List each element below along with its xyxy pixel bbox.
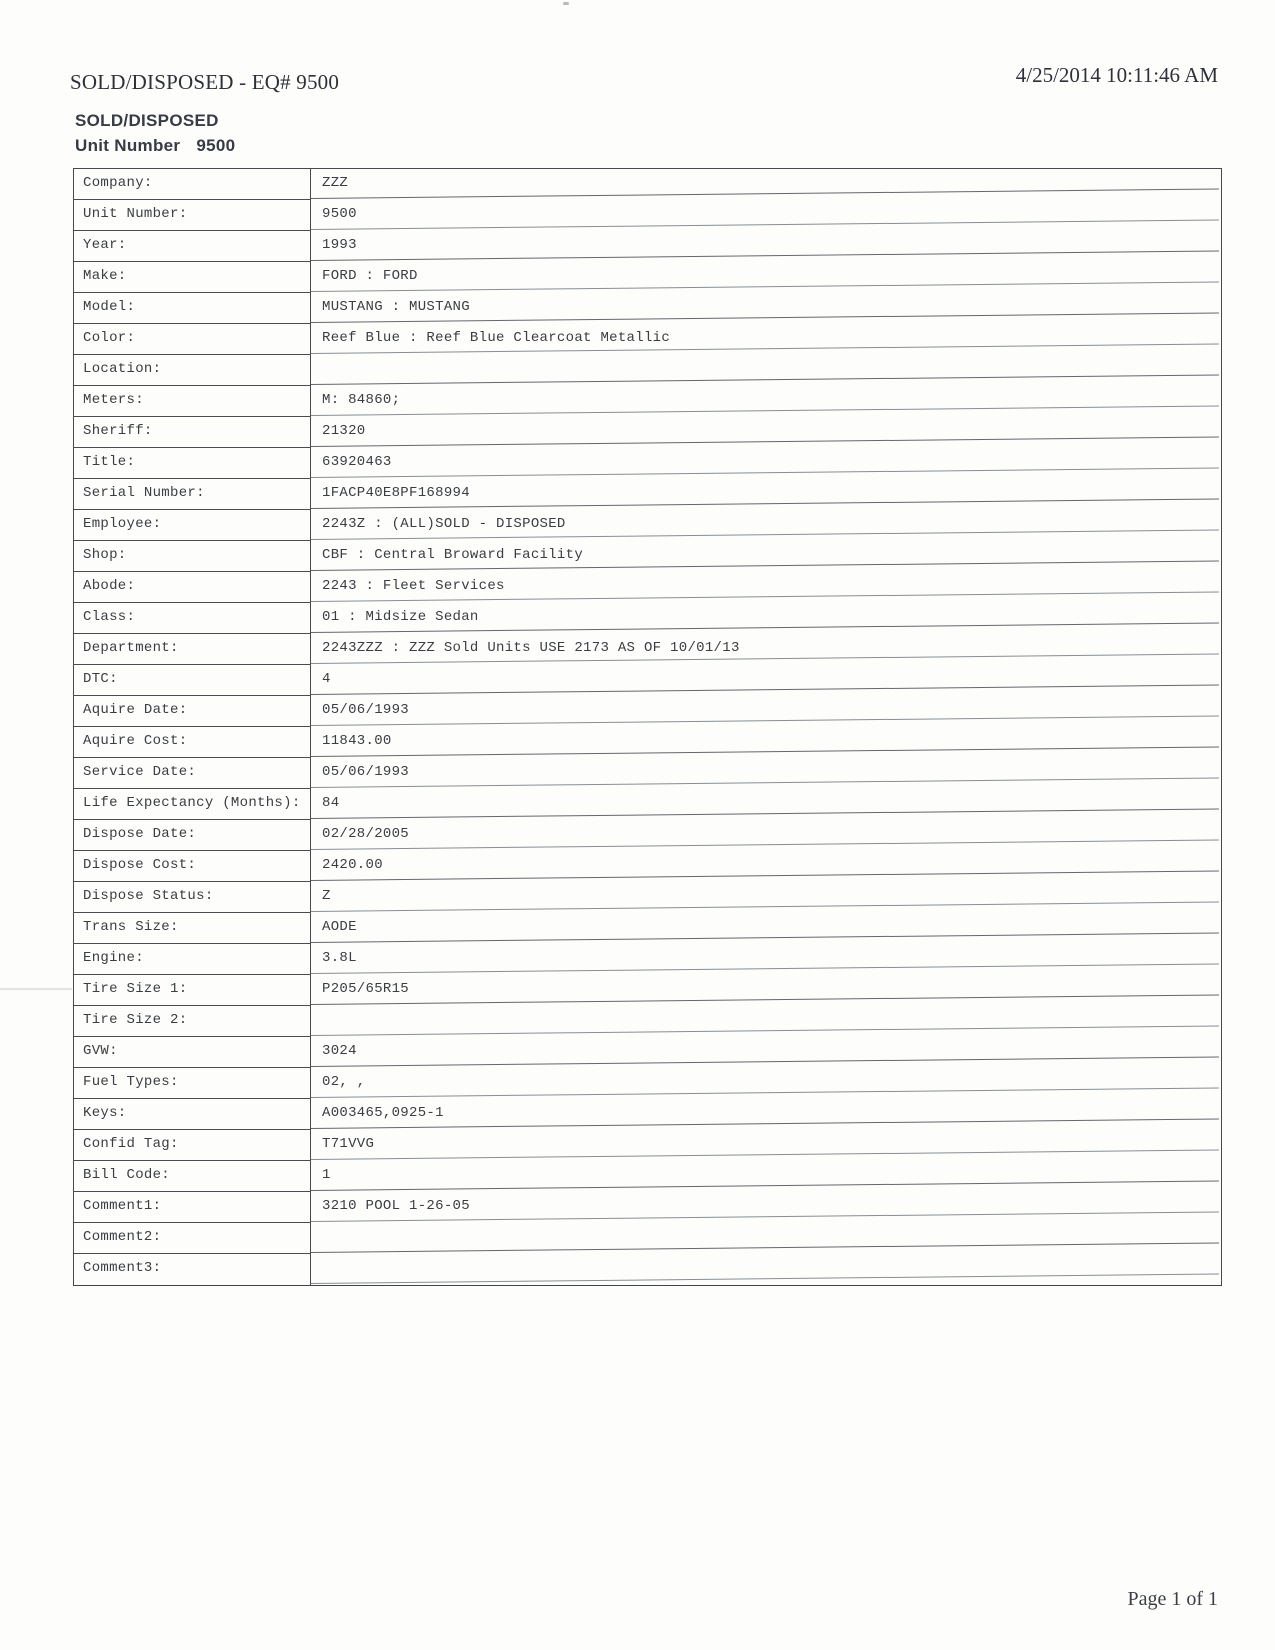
table-row: [74, 169, 1221, 200]
scan-artifact-line: [311, 1087, 1219, 1098]
field-label: Serial Number:: [74, 479, 311, 510]
scan-artifact-line: [311, 436, 1219, 447]
field-label: Location:: [74, 355, 311, 386]
scan-artifact-line: [311, 1211, 1219, 1222]
table-row: [74, 1161, 1221, 1192]
details-table: [73, 168, 1222, 1286]
field-label: Shop:: [74, 541, 311, 572]
field-label: Trans Size:: [74, 913, 311, 944]
field-label: Comment2:: [74, 1223, 311, 1254]
scan-artifact-line: [311, 994, 1219, 1005]
table-row: [74, 572, 1221, 603]
field-value: P205/65R15: [311, 975, 1221, 1006]
scan-artifact-line: [311, 1025, 1219, 1036]
scan-artifact-line: [311, 746, 1219, 757]
field-label: Meters:: [74, 386, 311, 417]
field-value: 2243 : Fleet Services: [311, 572, 1221, 603]
scan-artifact-line: [311, 1149, 1219, 1160]
table-row: [74, 1223, 1221, 1254]
field-value: 1: [311, 1161, 1221, 1192]
table-row: [74, 1006, 1221, 1037]
scan-speck: [563, 2, 569, 5]
table-row: [74, 448, 1221, 479]
table-row: [74, 975, 1221, 1006]
field-label: Bill Code:: [74, 1161, 311, 1192]
table-row: [74, 665, 1221, 696]
scan-artifact-line: [311, 312, 1219, 323]
table-row: [74, 913, 1221, 944]
field-value: 84: [311, 789, 1221, 820]
field-value: 4: [311, 665, 1221, 696]
field-value: 02/28/2005: [311, 820, 1221, 851]
field-label: Keys:: [74, 1099, 311, 1130]
field-label: Life Expectancy (Months):: [74, 789, 311, 820]
field-value: 1993: [311, 231, 1221, 262]
scan-artifact-line: [311, 870, 1219, 881]
scan-artifact-line: [311, 467, 1219, 478]
field-value: 9500: [311, 200, 1221, 231]
field-label: Service Date:: [74, 758, 311, 789]
scan-artifact-line: [311, 560, 1219, 571]
field-value: 3.8L: [311, 944, 1221, 975]
scan-artifact-line: [311, 808, 1219, 819]
field-label: GVW:: [74, 1037, 311, 1068]
table-row: [74, 1192, 1221, 1223]
field-label: Comment3:: [74, 1254, 311, 1285]
field-value: 05/06/1993: [311, 758, 1221, 789]
table-row: [74, 820, 1221, 851]
field-value: CBF : Central Broward Facility: [311, 541, 1221, 572]
table-row: [74, 417, 1221, 448]
scan-artifact-line: [311, 653, 1219, 664]
field-label: Employee:: [74, 510, 311, 541]
section-title: SOLD/DISPOSED: [75, 111, 219, 130]
scan-artifact-line: [311, 901, 1219, 912]
table-row: [74, 231, 1221, 262]
field-value: [311, 1254, 1221, 1285]
table-row: [74, 386, 1221, 417]
field-label: Aquire Date:: [74, 696, 311, 727]
table-row: [74, 262, 1221, 293]
scan-artifact-line: [311, 250, 1219, 261]
table-row: [74, 696, 1221, 727]
unit-number-heading: [75, 136, 235, 156]
field-label: Abode:: [74, 572, 311, 603]
scan-artifact-line: [311, 281, 1219, 292]
field-value: 2243ZZZ : ZZZ Sold Units USE 2173 AS OF 10/01/13: [311, 634, 1221, 665]
table-row: [74, 1130, 1221, 1161]
table-row: [74, 293, 1221, 324]
scan-artifact-line: [311, 1056, 1219, 1067]
field-label: DTC:: [74, 665, 311, 696]
field-label: Dispose Status:: [74, 882, 311, 913]
field-label: Color:: [74, 324, 311, 355]
table-row: [74, 603, 1221, 634]
table-row: [74, 727, 1221, 758]
scan-artifact-line: [311, 684, 1219, 695]
scan-artifact-line: [311, 963, 1219, 974]
table-row: [74, 944, 1221, 975]
scan-artifact-line: [311, 498, 1219, 509]
scan-artifact-line: [311, 932, 1219, 943]
field-value: ZZZ: [311, 169, 1221, 200]
field-label: Confid Tag:: [74, 1130, 311, 1161]
table-row: [74, 510, 1221, 541]
scan-artifact-line: [311, 591, 1219, 602]
unit-number-value: 9500: [196, 136, 236, 155]
field-value: 3210 POOL 1-26-05: [311, 1192, 1221, 1223]
field-value: Z: [311, 882, 1221, 913]
scan-artifact-line: [311, 1180, 1219, 1191]
field-label: Dispose Date:: [74, 820, 311, 851]
field-value: T71VVG: [311, 1130, 1221, 1161]
scan-artifact-line: [311, 1273, 1219, 1284]
scan-artifact-line: [311, 622, 1219, 633]
scan-artifact-line: [311, 1118, 1219, 1129]
field-value: A003465,0925-1: [311, 1099, 1221, 1130]
field-value: [311, 355, 1221, 386]
field-value: 2420.00: [311, 851, 1221, 882]
field-value: M: 84860;: [311, 386, 1221, 417]
report-title: SOLD/DISPOSED - EQ# 9500: [70, 70, 340, 94]
field-label: Dispose Cost:: [74, 851, 311, 882]
table-row: [74, 324, 1221, 355]
table-row: [74, 541, 1221, 572]
table-row: [74, 882, 1221, 913]
field-value: [311, 1006, 1221, 1037]
field-label: Comment1:: [74, 1192, 311, 1223]
field-label: Model:: [74, 293, 311, 324]
table-row: [74, 634, 1221, 665]
field-value: Reef Blue : Reef Blue Clearcoat Metallic: [311, 324, 1221, 355]
scan-artifact-line: [311, 219, 1219, 230]
scan-artifact-line: [311, 715, 1219, 726]
table-row: [74, 355, 1221, 386]
unit-number-label: Unit Number: [75, 136, 181, 155]
table-row: [74, 1099, 1221, 1130]
scan-artifact-line: [311, 529, 1219, 540]
field-label: Tire Size 1:: [74, 975, 311, 1006]
scan-artifact-line: [311, 343, 1219, 354]
field-value: FORD : FORD: [311, 262, 1221, 293]
table-row: [74, 789, 1221, 820]
field-value: 1FACP40E8PF168994: [311, 479, 1221, 510]
table-row: [74, 1068, 1221, 1099]
field-value: [311, 1223, 1221, 1254]
field-value: 21320: [311, 417, 1221, 448]
field-label: Title:: [74, 448, 311, 479]
field-label: Aquire Cost:: [74, 727, 311, 758]
field-value: MUSTANG : MUSTANG: [311, 293, 1221, 324]
scan-artifact-line: [311, 188, 1219, 199]
scan-artifact-line: [311, 839, 1219, 850]
field-label: Engine:: [74, 944, 311, 975]
field-value: 11843.00: [311, 727, 1221, 758]
field-value: 3024: [311, 1037, 1221, 1068]
table-row: [74, 758, 1221, 789]
table-row: [74, 200, 1221, 231]
table-row: [74, 851, 1221, 882]
page-indicator: Page 1 of 1: [1127, 1588, 1218, 1610]
field-label: Unit Number:: [74, 200, 311, 231]
field-label: Make:: [74, 262, 311, 293]
field-label: Tire Size 2:: [74, 1006, 311, 1037]
scan-artifact-line: [311, 777, 1219, 788]
field-label: Fuel Types:: [74, 1068, 311, 1099]
field-value: 2243Z : (ALL)SOLD - DISPOSED: [311, 510, 1221, 541]
field-label: Department:: [74, 634, 311, 665]
field-label: Class:: [74, 603, 311, 634]
field-label: Sheriff:: [74, 417, 311, 448]
print-timestamp: 4/25/2014 10:11:46 AM: [1015, 63, 1218, 87]
field-value: 01 : Midsize Sedan: [311, 603, 1221, 634]
scan-streak: [0, 988, 72, 990]
field-value: AODE: [311, 913, 1221, 944]
table-row: [74, 1254, 1221, 1285]
field-value: 63920463: [311, 448, 1221, 479]
scan-artifact-line: [311, 405, 1219, 416]
field-value: 05/06/1993: [311, 696, 1221, 727]
field-label: Year:: [74, 231, 311, 262]
field-value: 02, ,: [311, 1068, 1221, 1099]
table-row: [74, 1037, 1221, 1068]
table-row: [74, 479, 1221, 510]
field-label: Company:: [74, 169, 311, 200]
scan-artifact-line: [311, 1242, 1219, 1253]
scan-artifact-line: [311, 374, 1219, 385]
